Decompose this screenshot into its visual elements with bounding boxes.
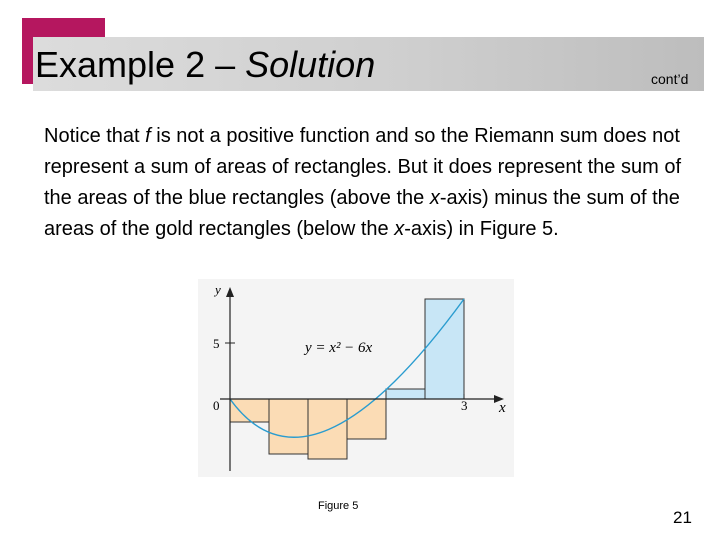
x-axis-label: x (499, 400, 506, 416)
y-axis-label: y (215, 282, 221, 297)
body-paragraph (44, 121, 694, 245)
para-f-italic: f (145, 125, 151, 147)
continued-label: cont’d (651, 71, 689, 87)
title-italic: Solution (245, 44, 376, 85)
para-x-italic-1: x (429, 187, 440, 209)
gold-rectangle-3 (308, 399, 347, 459)
figure-caption: Figure 5 (318, 500, 359, 512)
blue-rectangle-2 (425, 299, 464, 399)
x-tick-label-3: 3 (461, 398, 468, 413)
title-main: Example 2 – (35, 44, 246, 85)
para-text-4: -axis) in Figure 5. (404, 218, 559, 240)
para-text-2: is not a positive function and so the Riemann sum does not represent a sum of areas of rectangles. But it does represent the sum of the areas of the blue rectangles (above the (44, 125, 682, 209)
y-tick-label-5: 5 (213, 336, 220, 351)
gold-rectangle-4 (347, 399, 386, 439)
para-text-1: Notice that (44, 125, 146, 147)
page-number: 21 (673, 508, 692, 527)
riemann-sum-figure (198, 279, 514, 477)
origin-label: 0 (213, 398, 220, 413)
para-x-italic-2: x (394, 218, 405, 240)
slide-title (35, 43, 375, 87)
blue-rectangle-1 (386, 389, 425, 399)
gold-rectangle-1 (230, 399, 269, 422)
figure-panel (198, 279, 514, 477)
para-text-3: -axis) minus the sum of the areas of the gold rectangles (below the (44, 187, 680, 240)
gold-rectangle-2 (269, 399, 308, 454)
curve-equation: y = x² − 6x (305, 340, 373, 356)
